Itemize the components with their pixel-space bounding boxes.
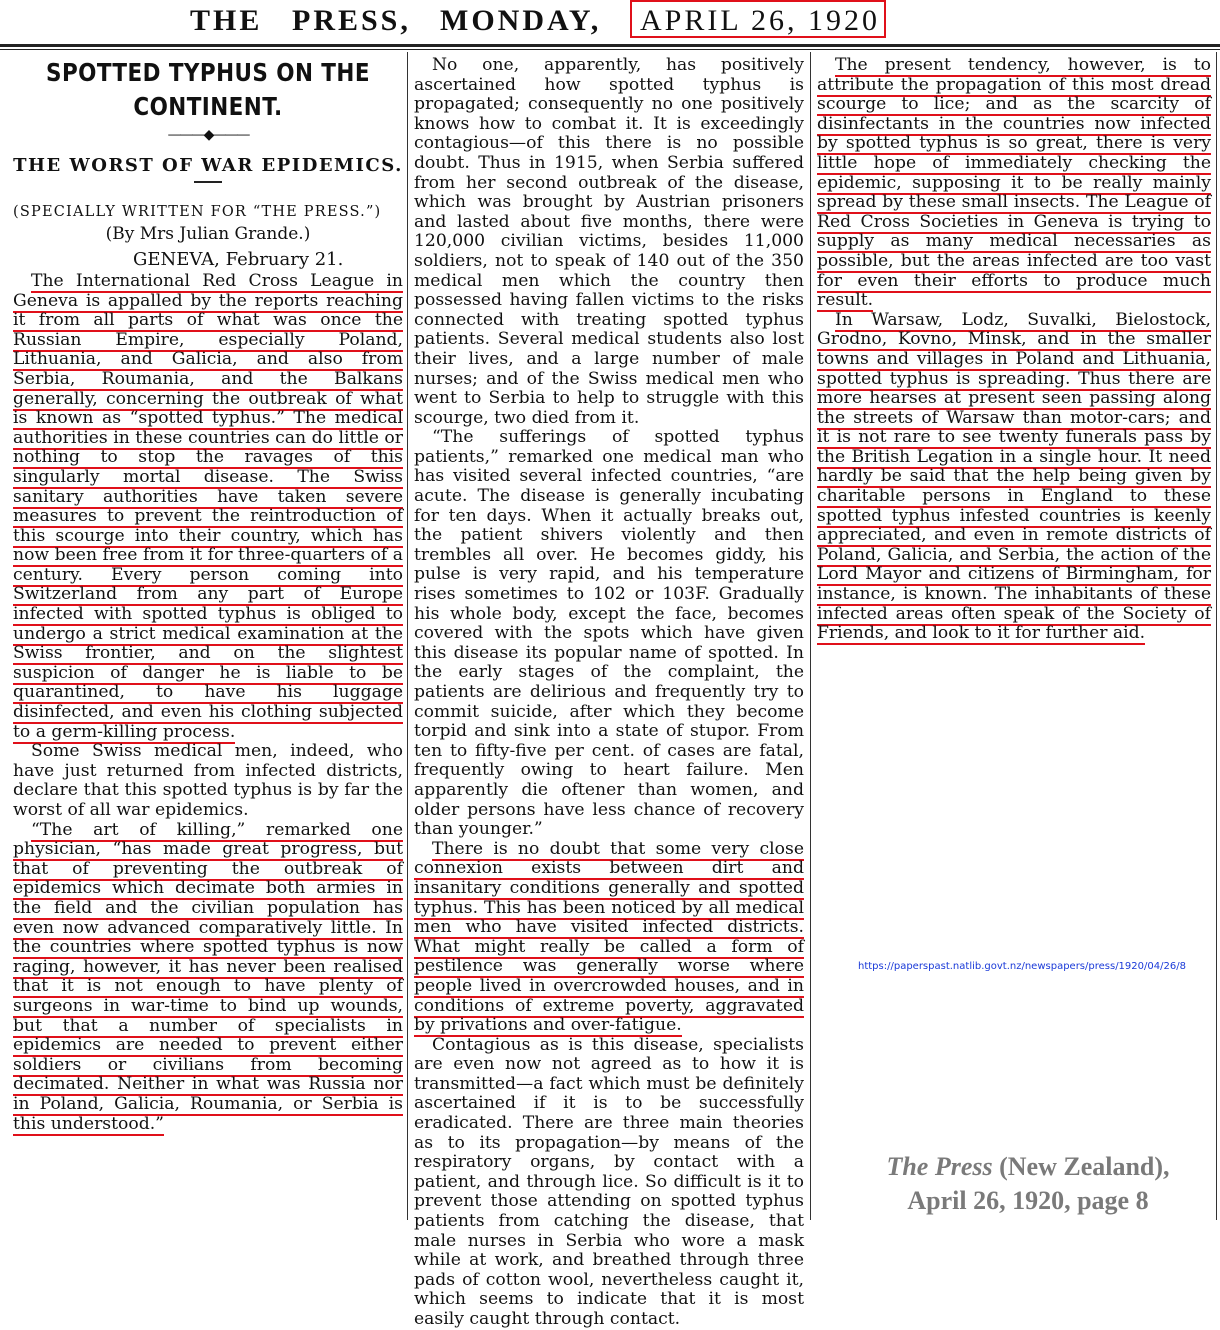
column-divider: [810, 52, 811, 1220]
article-dateline: GENEVA, February 21.: [133, 249, 344, 271]
caption-publication: The Press: [886, 1152, 993, 1181]
highlighted-text: The International Red Cross League in Geneva is appalled by the reports reaching it from all parts of what was once the Russian Empire, especially Poland, Lithuania, and Galicia, and also from Serbia, Roumania, and the Balkans generally, concerning the outbreak of what is known as “spotted typhus.” The medical authorities in these countries can do little or nothing to stop the ravages of this singularly mortal disease. The Swiss sanitary authorities have taken severe measures to prevent the reintroduction of this scourge into their country, which has now been free from it for three-quarters of a century. Every person coming into Switzerland from any part of Europe infected with spotted typhus is obliged to undergo a strict medical examination at the Swiss frontier, and on the slightest suspicion of danger he is liable to be quarantined, to have his luggage disinfected, and even his clothing subjected to a germ-killing process.: [13, 270, 403, 742]
highlighted-text: “The art of killing,” remarked one physician, “has made great progress, but that of preventing the outbreak of epidemics which decimate both armies in the field and the civilian population has even now advanced comparatively little. In the countries where spotted typhus is now raging, however, it has never been realised that it is not enough to have plenty of surgeons in war-time to bind up wounds, but that a number of specialists in epidemics are needed to prevent either soldiers or civilians from becoming decimated. Neither in what was Russia nor in Poland, Galicia, Roumania, or Serbia is this understood.”: [13, 819, 403, 1134]
paragraph: [13, 821, 403, 1135]
caption-country: (New Zealand),: [999, 1152, 1170, 1181]
paragraph: Contagious as is this disease, specialists are even now not agreed as to how it is transmitted—a fact which must be definitely ascertained if it is to be successfully eradicated. There are three main theories as to its propagation—by means of the respiratory organs, by contact with a patient, and through lice. So difficult is it to prevent those attending on spotted typhus patients from catching the disease, that male nurses in Serbia who wore a mask while at work, and breathed through three pads of cotton wool, nevertheless caught it, which seems to indicate that it is most easily caught through contact.: [414, 1034, 804, 1329]
highlighted-text: In Warsaw, Lodz, Suvalki, Bielostock, Grodno, Kovno, Minsk, and in the smaller towns and villages in Poland and Lithuania, spotted typhus is spreading. Thus there are more hearses at present seen passing along the streets of Warsaw than motor-cars; and it is not rare to see twenty funerals pass by the British Legation in a single hour. It need hardly be said that the help being given by charitable persons in England to these spotted typhus infested countries is keenly appreciated, and even in remote districts of Poland, Galicia, and Serbia, the action of the Lord Mayor and citizens of Birmingham, for instance, is known. The inhabitants of these infected areas often speak of the Society of Friends, and look to it for further aid.: [817, 309, 1211, 644]
paragraph: No one, apparently, has positively ascertained how spotted typhus is propagated; consequently no one positively knows how to combat it. It is exceedingly contagious—of this there is no possible doubt. Thus in 1915, when Serbia suffered from her second outbreak of the disease, which was brought by Austrian prisoners and lasted about five months, there were 120,000 civilian victims, besides 11,000 soldiers, not to speak of 140 out of the 350 medical men which the country then possessed having fallen victims to the risks connected with treating spotted typhus patients. Several medical students also lost their lives, and a large number of male nurses; and of the Swiss medical men who went to Serbia to help to struggle with this scourge, two died from it.: [414, 55, 804, 428]
highlighted-text: There is no doubt that some very close connexion exists between dirt and insanitary conditions generally and spotted typhus. This has been noticed by all medical men who have visited infected districts. What might really be called a form of pestilence was generally worse where people lived in overcrowded houses, and in conditions of extreme poverty, aggravated by privations and over-fatigue.: [414, 838, 804, 1036]
article-column-3: [817, 56, 1211, 644]
article-column-2: [414, 56, 804, 1330]
column-divider: [1216, 52, 1217, 1220]
masthead-rule: [0, 44, 1220, 47]
masthead-press: PRESS,: [292, 4, 411, 37]
paragraph: [414, 840, 804, 1036]
image-caption: [848, 1150, 1208, 1218]
paragraph: [817, 311, 1211, 644]
paragraph: “The sufferings of spotted typhus patients,” remarked one medical man who has visited several infected countries, “are acute. The disease is generally incubating for ten days. When it actually breaks out, the patient shivers violently and then trembles all over. He becomes giddy, his pulse is very rapid, and his temperature rises sometimes to 102 or 103F. Gradually his whole body, except the face, becomes covered with the spots which have given this disease its popular name of spotted. In the early stages of the complaint, the patients are delirious and frequently try to commit suicide, after which they become torpid and sink into a state of stupor. From ten to fifty-five per cent. of cases are fatal, frequently owing to heart failure. Men apparently die oftener than women, and older persons have less chance of recovery than younger.”: [414, 427, 804, 840]
paragraph: Some Swiss medical men, indeed, who have just returned from infected districts, declare that this spotted typhus is by far the worst of all war epidemics.: [13, 741, 403, 820]
ornament-rule: ———◆———: [167, 127, 249, 143]
masthead: [0, 0, 1220, 44]
article-credit: (SPECIALLY WRITTEN FOR “THE PRESS.”): [13, 204, 382, 221]
column-divider: [407, 52, 408, 1220]
article-column-1: [13, 56, 403, 1134]
article-subheadline: THE WORST OF WAR EPIDEMICS.: [13, 154, 403, 176]
highlighted-text: The present tendency, however, is to attribute the propagation of this most dread scourge to lice; and as the scarcity of disinfectants in the countries now infected by spotted typhus is so great, there is very little hope of immediately checking the epidemic, supposing it to be really mainly spread by these small insects. The League of Red Cross Societies in Geneva is trying to supply as many medical necessaries as possible, but the areas infected are too vast for even their efforts to produce much result.: [817, 55, 1211, 311]
article-headline: SPOTTED TYPHUS ON THE CONTINENT.: [46, 58, 370, 121]
masthead-day: MONDAY,: [440, 4, 602, 37]
caption-date-page: April 26, 1920, page 8: [907, 1186, 1149, 1215]
source-url-link[interactable]: https://paperspast.natlib.govt.nz/newspapers/press/1920/04/26/8: [858, 961, 1186, 972]
masthead-date-highlight: APRIL 26, 1920: [630, 0, 886, 38]
masthead-the: THE: [190, 4, 263, 37]
article-byline: (By Mrs Julian Grande.): [105, 223, 311, 244]
paragraph: [817, 56, 1211, 311]
masthead-rule-thin: [0, 49, 1220, 50]
paragraph: [13, 272, 403, 742]
short-rule: [194, 181, 222, 183]
